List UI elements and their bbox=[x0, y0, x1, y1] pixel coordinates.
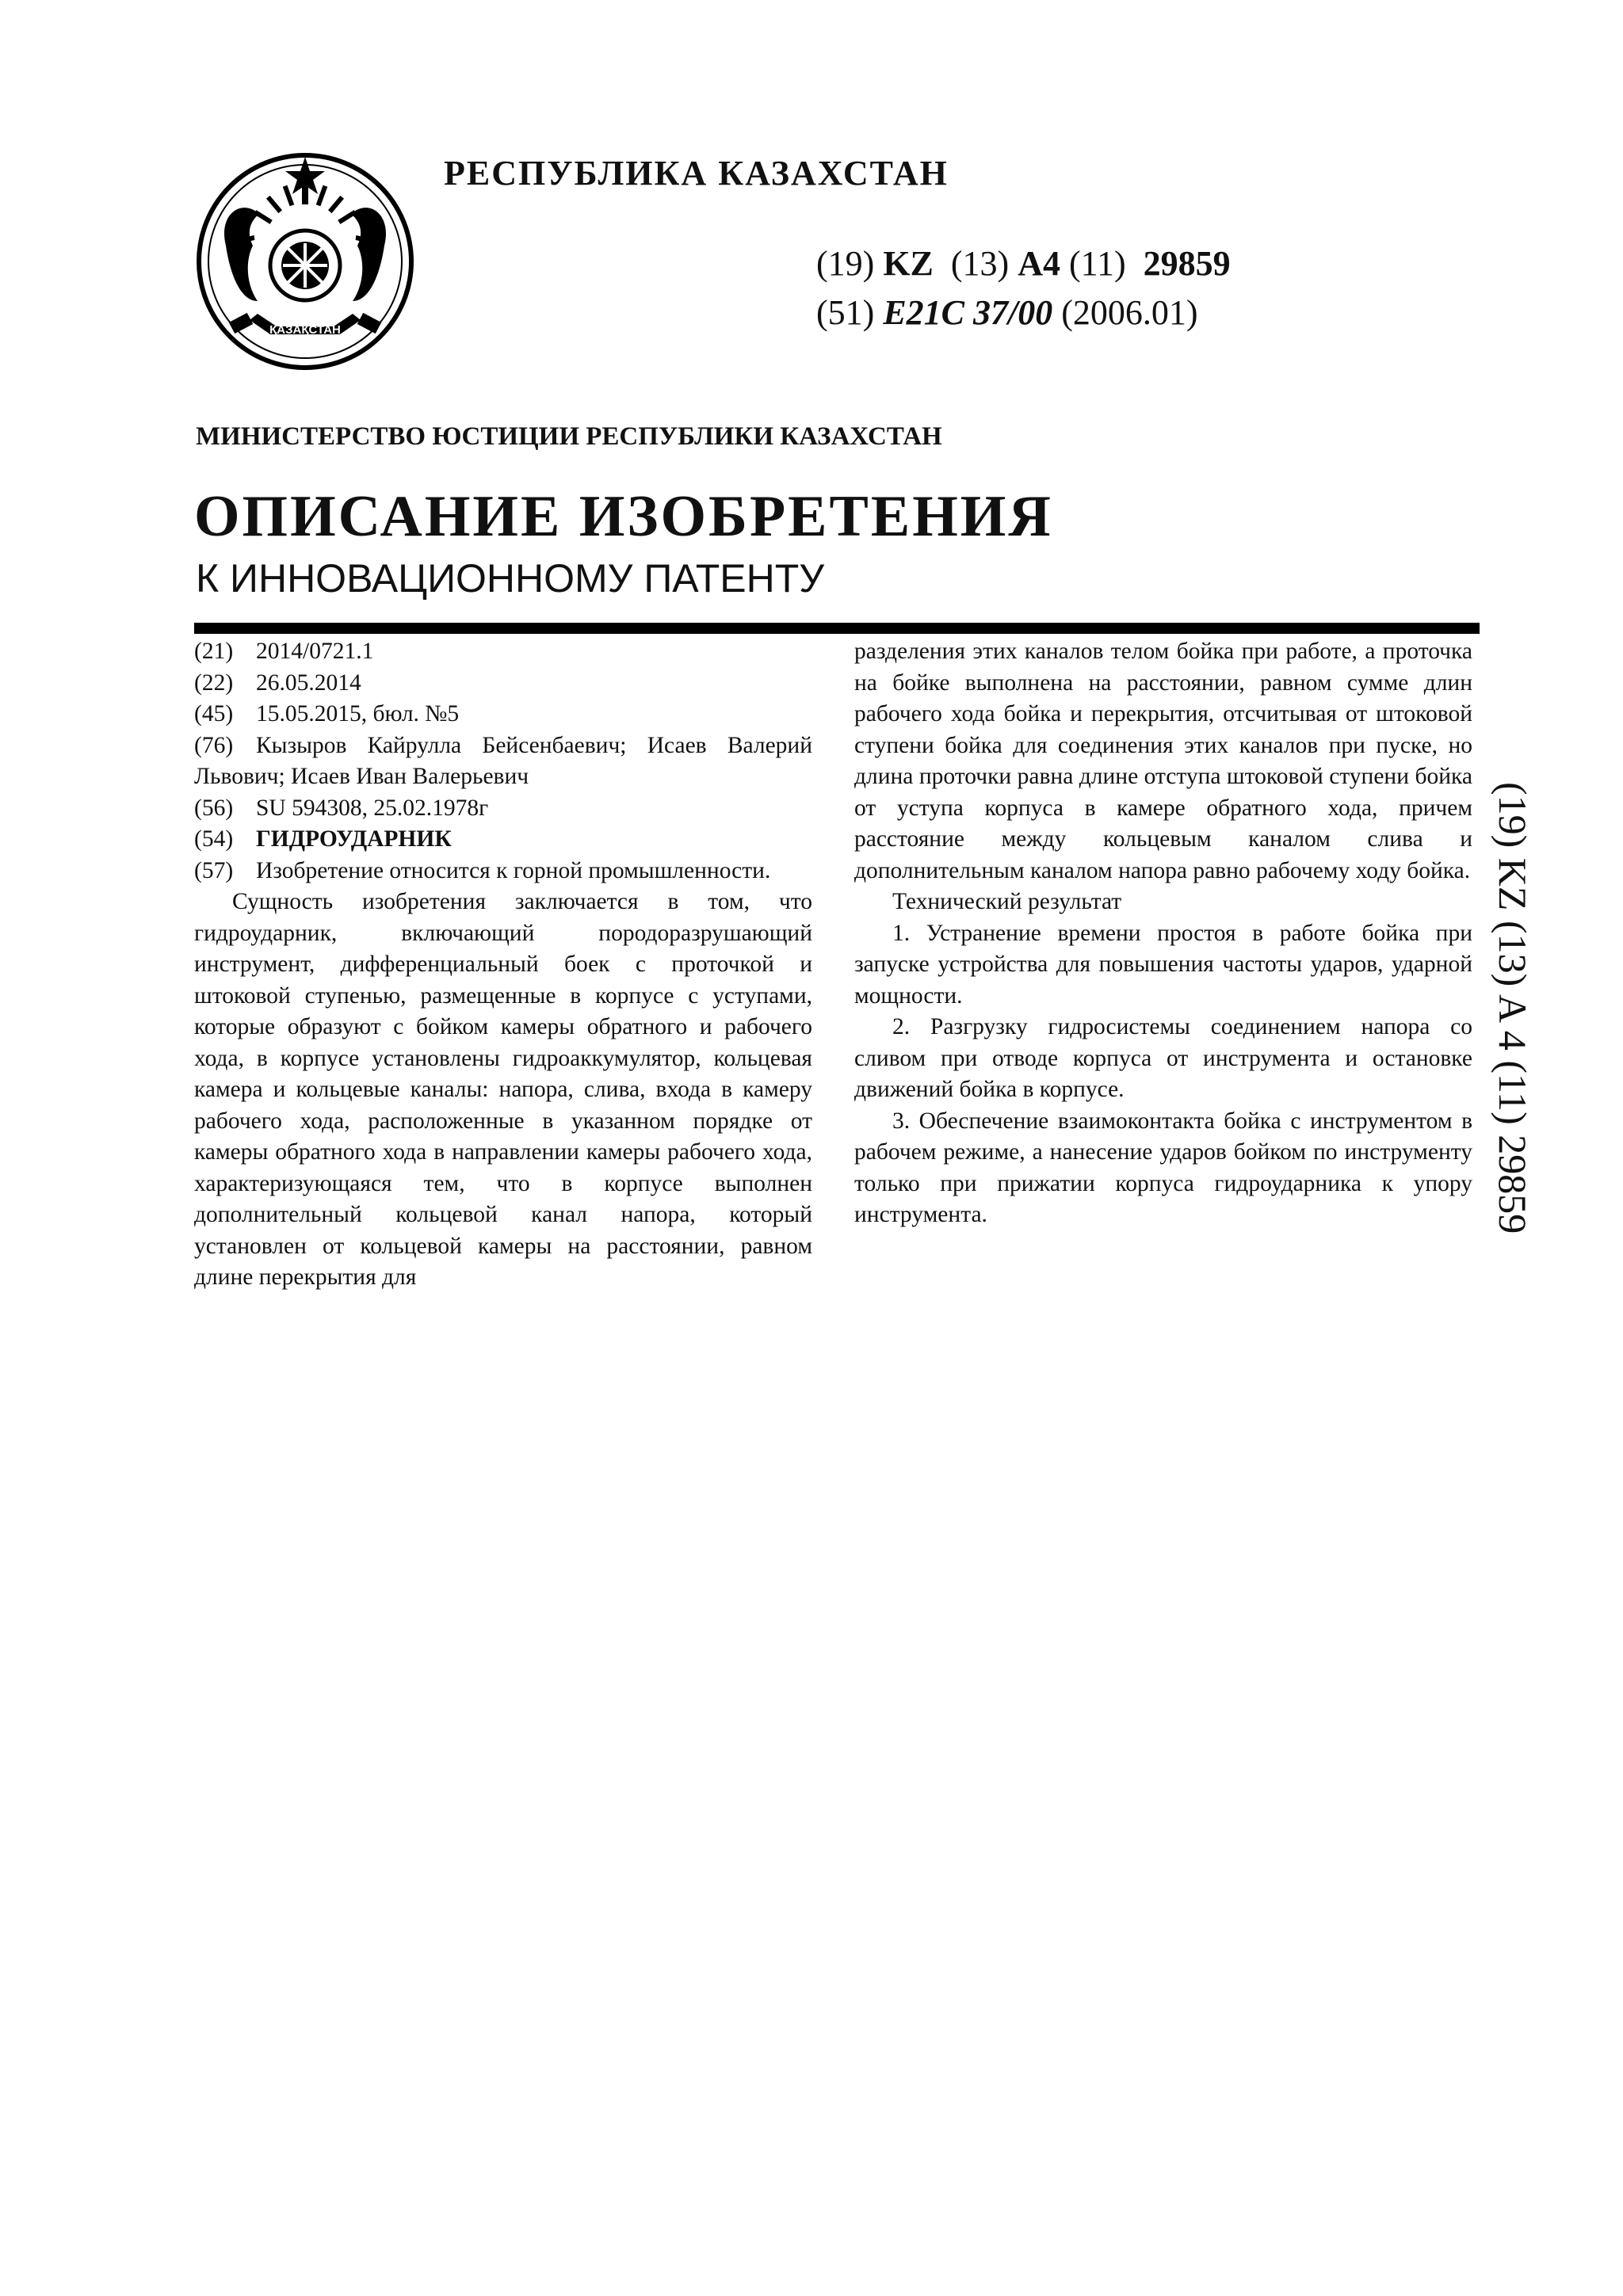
publication-codes-line-2: (51) E21C 37/00 (2006.01) bbox=[816, 293, 1198, 332]
emblem-ribbon-text: ҚАЗАҚСТАН bbox=[269, 323, 341, 337]
coat-of-arms-emblem bbox=[194, 151, 416, 376]
left-column bbox=[194, 636, 812, 1294]
result-item-2: 2. Разгрузку гидросистемы соединением напора со сливом при отводе корпуса от инструмента и остановке движений бойка в корпусе. bbox=[854, 1014, 1472, 1102]
result-item-1: 1. Устранение времени простоя в работе бойка при запуске устройства для повышения частоты ударов, ударной мощности. bbox=[854, 920, 1472, 1009]
publication-codes-line-1: (19) KZ (13) A4 (11) 29859 bbox=[816, 244, 1231, 283]
ipc-version: (2006.01) bbox=[1061, 293, 1198, 332]
field-76-inventors: (76) Кызыров Кайрулла Бейсенбаевич; Исаев Валерий Львович; Исаев Иван Валерьевич bbox=[194, 732, 812, 789]
field-21: (21) 2014/0721.1 bbox=[194, 639, 374, 664]
vertical-patent-code: (19) KZ (13) A 4 (11) 29859 bbox=[1491, 782, 1535, 1234]
document-title: ОПИСАНИЕ ИЗОБРЕТЕНИЯ bbox=[194, 484, 1053, 549]
country-code: KZ bbox=[883, 244, 934, 283]
document-kind: A4 bbox=[1018, 244, 1060, 283]
essence-paragraph-part-2: разделения этих каналов телом бойка при работе, а проточка на бойке выполнена на расстоянии, равном сумме длин рабочего хода бойка и перекрытия, отсчитывая от штоковой ступени бойка для соединения этих каналов при пуске, но длина проточки равна длине отступа штоковой ступени бойка от уступа корпуса в камере обратного хода, причем расстояние между кольцевым каналом слива и дополнительным каналом напора равно рабочему ходу бойка. bbox=[854, 639, 1472, 883]
field-54-title: (54) ГИДРОУДАРНИК bbox=[194, 826, 452, 852]
field-56-references: (56) SU 594308, 25.02.1978г bbox=[194, 795, 489, 821]
publication-codes bbox=[816, 239, 1231, 338]
technical-result-heading: Технический результат bbox=[892, 889, 1122, 914]
country-heading: РЕСПУБЛИКА КАЗАХСТАН bbox=[444, 154, 949, 193]
patent-number: 29859 bbox=[1143, 244, 1231, 283]
essence-paragraph-part-1: Сущность изобретения заключается в том, что гидроударник, включающий породоразрушающий инструмент, дифференциальный боек с проточкой и штоковой ступенью, размещенные в корпусе с уступами, которые образуют с бойком камеры обратного и рабочего хода, в корпусе установлены гидроаккумулятор, кольцевая камера и кольцевые каналы: напора, слива, входа в камеру рабочего хода, расположенные в указанном порядке от камеры обратного хода в направлении камеры рабочего хода, характеризующаяся тем, что в корпусе выполнен дополнительный кольцевой канал напора, который установлен от кольцевой камеры на расстоянии, равном длине перекрытия для bbox=[194, 889, 812, 1290]
ministry-name: МИНИСТЕРСТВО ЮСТИЦИИ РЕСПУБЛИКИ КАЗАХСТАН bbox=[196, 422, 942, 451]
field-22: (22) 26.05.2014 bbox=[194, 669, 361, 696]
header-rule bbox=[194, 623, 1480, 634]
field-57-abstract: (57) Изобретение относится к горной промышленности. bbox=[194, 857, 771, 883]
right-column bbox=[854, 636, 1472, 1231]
result-item-3: 3. Обеспечение взаимоконтакта бойка с инструментом в рабочем режиме, а нанесение ударов бойком по инструменту только при прижатии корпуса гидроударника к упору инструмента. bbox=[854, 1108, 1472, 1227]
field-45: (45) 15.05.2015, бюл. №5 bbox=[194, 701, 460, 727]
ipc-class: E21C 37/00 bbox=[883, 293, 1053, 332]
document-subtitle: К ИННОВАЦИОННОМУ ПАТЕНТУ bbox=[196, 556, 825, 601]
